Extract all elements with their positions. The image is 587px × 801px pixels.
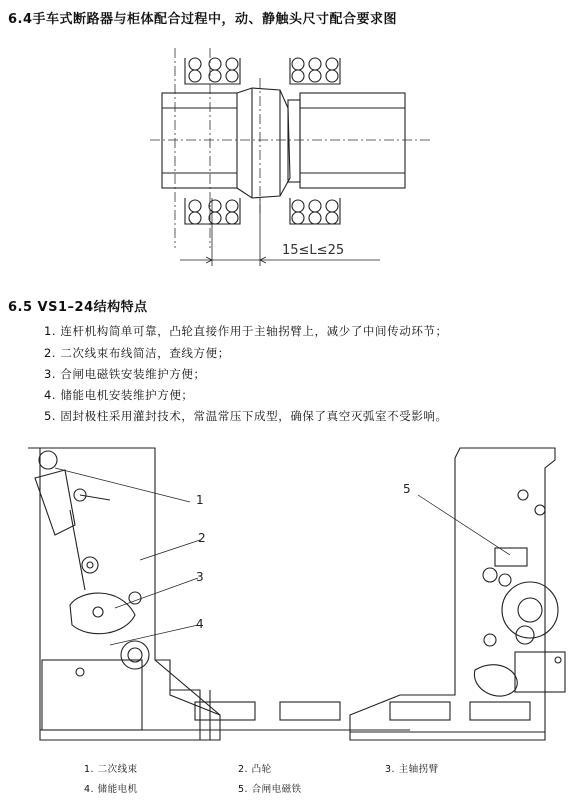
tulip-contact — [237, 88, 290, 198]
dimension-label: 15≤L≤25 — [282, 243, 345, 258]
legend-item-5: 5. 合闸电磁铁 — [238, 784, 302, 795]
ratchet-wheel — [502, 582, 558, 638]
callout-3: 3 — [196, 570, 204, 584]
feature-item-1: 1. 连杆机构简单可靠，凸轮直接作用于主轴拐臂上，减少了中间传动环节； — [44, 324, 448, 338]
static-contact-body — [300, 93, 405, 188]
mechanism-drawing — [10, 440, 580, 752]
legend-item-4: 4. 储能电机 — [84, 784, 138, 795]
legend-item-1: 1. 二次线束 — [84, 764, 138, 775]
moving-contact-body — [162, 93, 237, 188]
feature-item-4: 4. 储能电机安装维护方便； — [44, 388, 194, 402]
feature-item-2: 2. 二次线束布线简洁，查线方便； — [44, 346, 230, 360]
callout-4: 4 — [196, 617, 204, 631]
legend-item-3: 3. 主轴拐臂 — [385, 764, 439, 775]
right-frame — [350, 448, 555, 740]
callout-2: 2 — [198, 531, 206, 545]
left-frame — [28, 448, 220, 740]
section-6-5-title: 6.5 VS1–24结构特点 — [8, 300, 148, 315]
section-6-4-title: 6.4手车式断路器与柜体配合过程中，动、静触头尺寸配合要求图 — [8, 12, 398, 27]
feature-item-3: 3. 合闸电磁铁安装维护方便； — [44, 367, 206, 381]
callout-5: 5 — [403, 482, 411, 496]
legend-item-2: 2. 凸轮 — [238, 764, 272, 775]
motor-block — [42, 660, 142, 730]
contact-dimension-drawing — [140, 48, 440, 273]
callout-1: 1 — [196, 493, 204, 507]
feature-item-5: 5. 固封极柱采用灌封技术，常温常压下成型，确保了真空灭弧室不受影响。 — [44, 409, 448, 423]
